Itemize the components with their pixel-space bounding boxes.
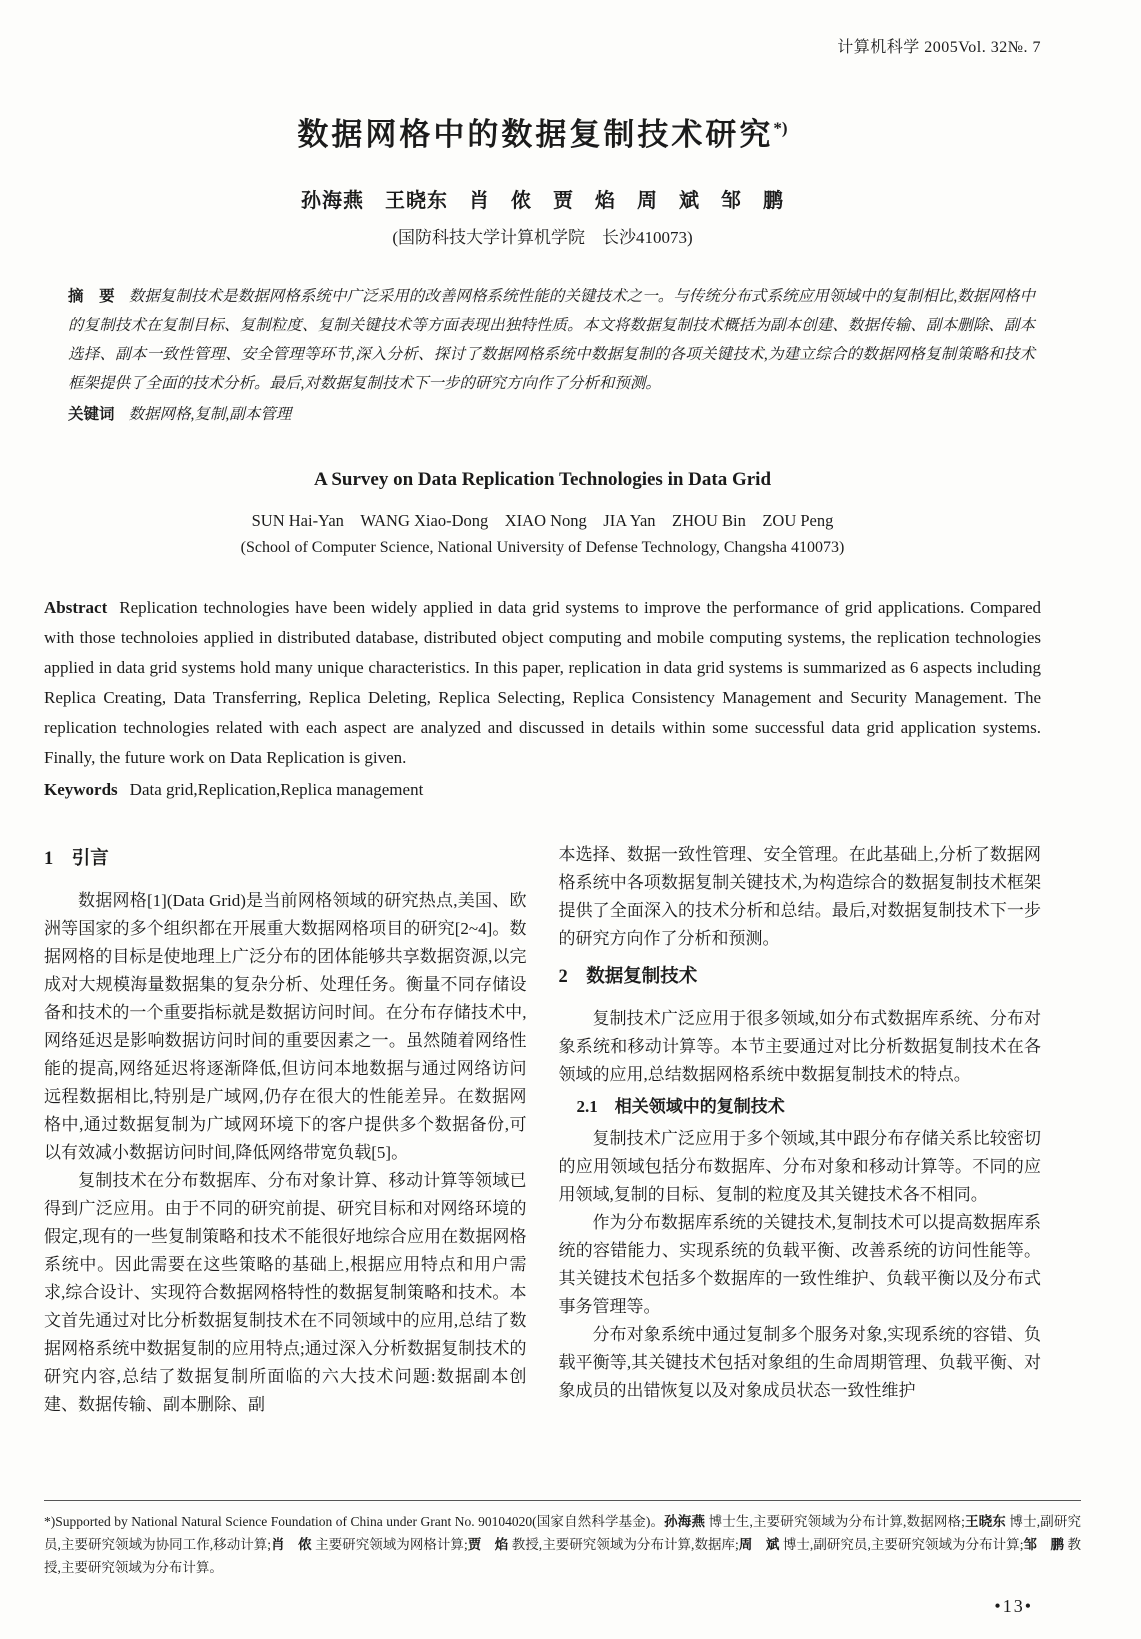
abstract-cn-label: 摘 要 (68, 288, 115, 305)
abstract-en (44, 593, 1041, 773)
footnote-text: 主要研究领域为网格计算; (311, 1537, 468, 1552)
keywords-en-label: Keywords (44, 780, 118, 799)
column-left (44, 841, 527, 1419)
abstract-en-text: Replication technologies have been widely applied in data grid systems to improve the performance of grid applications. Compared with those technoloies applied in distributed database, distributed object computing and mobile computing systems, the replication technologies applied in data grid systems hold many unique characteristics. In this paper, replication in data grid systems is summarized as 6 aspects including Replica Creating, Data Transferring, Replica Deleting, Replica Selecting, Replica Consistency Management and Security Management. The replication technologies related with each aspect are analyzed and discussed in details within some successful data grid application systems. Finally, the future work on Data Replication is given. (44, 598, 1041, 767)
section1-paragraph-1: 数据网格[1](Data Grid)是当前网格领域的研究热点,美国、欧洲等国家的多个组织都在开展重大数据网格项目的研究[2~4]。数据网格的目标是使地理上广泛分布的团体能够共享数据资源,以完成对大规模海量数据集的复杂分析、处理任务。衡量不同存储设备和技术的一个重要指标就是数据访问时间。在分布存储技术中,网络延迟是影响数据访问时间的重要因素之一。虽然随着网络性能的提高,网络延迟将逐渐降低,但访问本地数据与通过网络访问远程数据相比,特别是广域网,仍存在很大的性能差异。在数据网格中,通过数据复制为广域网环境下的客户提供多个数据备份,可以有效减小数据访问时间,降低网络带宽负载[5]。 (44, 891, 527, 1162)
affiliation-cn: (国防科技大学计算机学院 长沙410073) (392, 228, 693, 247)
footnote-text: *)Supported by National Natural Science Foundation of China under Grant No. 90104020(国家自然科学基金)。 (44, 1514, 665, 1529)
two-column-body (44, 841, 1041, 1419)
footnote-author-name: 周 斌 (738, 1537, 780, 1552)
paper-title (44, 109, 1041, 154)
section2-1-paragraph-1: 复制技术广泛应用于多个领域,其中跟分布存储关系比较密切的应用领域包括分布数据库、分布对象和移动计算等。不同的应用领域,复制的目标、复制的粒度及其关键技术各不相同。 (558, 1129, 1041, 1204)
section1-paragraph-2-continued: 本选择、数据一致性管理、安全管理。在此基础上,分析了数据网格系统中各项数据复制关键技术,为构造综合的数据复制技术框架提供了全面深入的技术分析和总结。最后,对数据复制技术下一步的研究方向作了分析和预测。 (558, 845, 1041, 948)
keywords-cn-text: 数据网格,复制,副本管理 (128, 406, 292, 423)
section-heading-2: 2 数据复制技术 (558, 967, 698, 987)
column-right (559, 841, 1042, 1419)
journal-header: 计算机科学 2005Vol. 32№. 7 (837, 39, 1041, 56)
footnote-author-name: 孙海燕 (664, 1514, 706, 1529)
page-number: •13• (994, 1596, 1033, 1616)
keywords-cn (68, 400, 1035, 429)
footnote-author-name: 肖 侬 (271, 1537, 312, 1552)
footnote-text: 博士,副研究员,主要研究领域为分布计算; (779, 1537, 1024, 1552)
footnote-text: 博士,副研究员,主要研究领域为协同工作,移动计算; (44, 1514, 1081, 1552)
footnote-author-name: 贾 焰 (467, 1537, 509, 1552)
footnote-author-name: 邹 鹏 (1023, 1537, 1065, 1552)
english-authors: SUN Hai-Yan WANG Xiao-Dong XIAO Nong JIA Yan ZHOU Bin ZOU Peng (251, 511, 834, 530)
keywords-cn-label: 关键词 (68, 406, 115, 423)
section1-paragraph-2: 复制技术在分布数据库、分布对象计算、移动计算等领域已得到广泛应用。由于不同的研究前提、研究目标和对网络环境的假定,现有的一些复制策略和技术不能很好地综合应用在数据网格系统中。因此需要在这些策略的基础上,根据应用特点和用户需求,综合设计、实现符合数据网格特性的数据复制策略和技术。本文首先通过对比分析数据复制技术在不同领域中的应用,总结了数据网格系统中数据复制的应用特点;通过深入分析数据复制技术的研究内容,总结了数据复制所面临的六大技术问题:数据副本创建、数据传输、副本删除、副 (44, 1171, 527, 1414)
footnote-text: 教授,主要研究领域为分布计算,数据库; (508, 1537, 739, 1552)
abstract-cn (68, 282, 1035, 398)
abstract-en-label: Abstract (44, 598, 108, 617)
footnote (44, 1500, 1081, 1579)
keywords-en (44, 775, 1041, 805)
footnote-text: 教授,主要研究领域为分布计算。 (44, 1537, 1081, 1575)
english-affiliation: (School of Computer Science, National University of Defense Technology, Changsha 410073) (240, 539, 845, 556)
footnote-author-name: 王晓东 (964, 1514, 1006, 1529)
section-heading-2-1: 2.1 相关领域中的复制技术 (576, 1097, 785, 1116)
section-heading-1: 1 引言 (44, 849, 109, 869)
paper-title-text: 数据网格中的数据复制技术研究 (297, 117, 774, 152)
section2-1-paragraph-3: 分布对象系统中通过复制多个服务对象,实现系统的容错、负载平衡等,其关键技术包括对象组的生命周期管理、负载平衡、对象成员的出错恢复以及对象成员状态一致性维护 (558, 1325, 1041, 1400)
abstract-cn-text: 数据复制技术是数据网格系统中广泛采用的改善网格系统性能的关键技术之一。与传统分布式系统应用领域中的复制相比,数据网格中的复制技术在复制目标、复制粒度、复制关键技术等方面表现出独特性质。本文将数据复制技术概括为副本创建、数据传输、副本删除、副本选择、副本一致性管理、安全管理等环节,深入分析、探讨了数据网格系统中数据复制的各项关键技术,为建立综合的数据网格复制策略和技术框架提供了全面的技术分析。最后,对数据复制技术下一步的研究方向作了分析和预测。 (68, 288, 1035, 392)
section2-1-paragraph-2: 作为分布数据库系统的关键技术,复制技术可以提高数据库系统的容错能力、实现系统的负载平衡、改善系统的访问性能等。其关键技术包括多个数据库的一致性维护、负载平衡以及分布式事务管理等。 (558, 1213, 1041, 1316)
keywords-en-text: Data grid,Replication,Replica management (129, 780, 424, 799)
english-title: A Survey on Data Replication Technologies in Data Grid (313, 469, 772, 490)
section2-paragraph-1: 复制技术广泛应用于很多领域,如分布式数据库系统、分布对象系统和移动计算等。本节主要通过对比分析数据复制技术在各领域的应用,总结数据网格系统中数据复制技术的特点。 (558, 1009, 1041, 1084)
footnote-text: 博士生,主要研究领域为分布计算,数据网格; (705, 1514, 965, 1529)
title-footnote-marker: *) (773, 118, 788, 138)
authors-cn: 孙海燕 王晓东 肖 侬 贾 焰 周 斌 邹 鹏 (301, 190, 784, 212)
